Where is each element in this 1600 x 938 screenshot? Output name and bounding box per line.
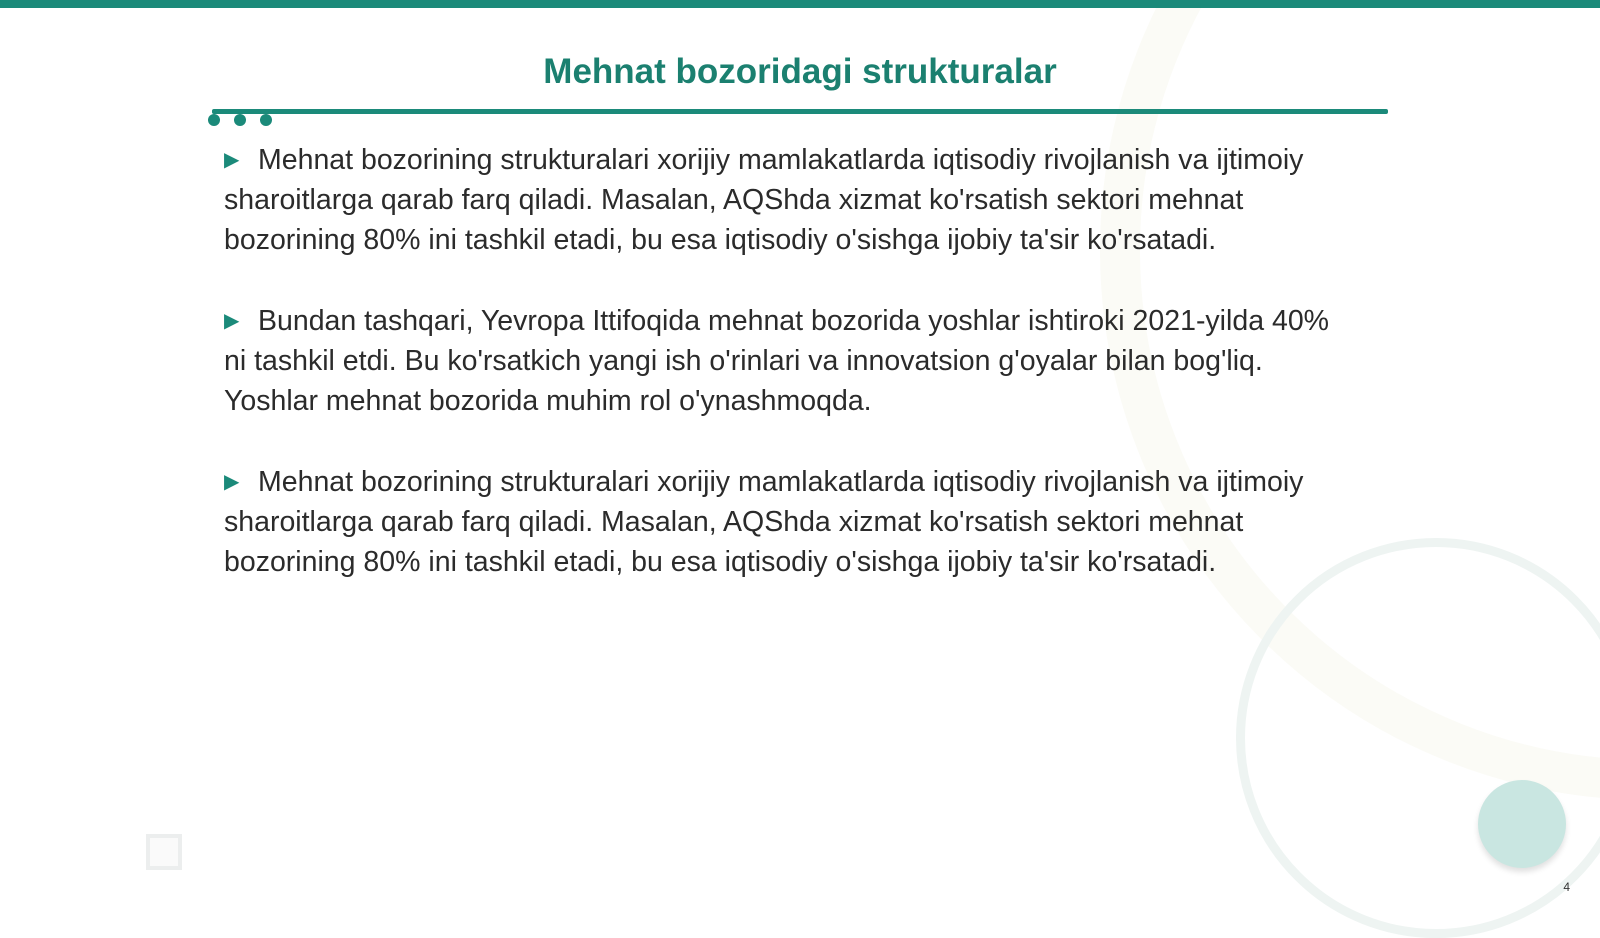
circle-decoration: [1478, 780, 1566, 868]
bullet-text: Bundan tashqari, Yevropa Ittifoqida mehnat bozorida yoshlar ishtiroki 2021-yilda 40% ni tashkil etdi. Bu ko'rsatkich yangi ish o'rinlari va innovatsion g'oyalar bilan bog'liq. Yoshlar mehnat bozorida muhim rol o'ynashmoqda.: [224, 305, 1330, 417]
bullet-item: [224, 140, 1354, 260]
page-number: 4: [1563, 880, 1570, 894]
dot-decoration: [260, 114, 272, 126]
bullet-list: [224, 140, 1354, 623]
bullet-item: [224, 301, 1354, 421]
triangle-right-icon: ▶: [224, 149, 240, 171]
bullet-text: Mehnat bozorining strukturalari xorijiy mamlakatlarda iqtisodiy rivojlanish va ijtimoiy sharoitlarga qarab farq qiladi. Masalan, AQShda xizmat ko'rsatish sektori mehnat bozorining 80% ini tashkil etadi, bu esa iqtisodiy o'sishga ijobiy ta'sir ko'rsatadi.: [224, 466, 1304, 578]
square-decoration: [146, 834, 182, 870]
triangle-right-icon: ▶: [224, 471, 240, 493]
dot-decoration: [208, 114, 220, 126]
slide-title: Mehnat bozoridagi strukturalar: [543, 52, 1057, 91]
top-accent-bar: [0, 0, 1600, 8]
bullet-item: [224, 462, 1354, 582]
title-underline: [212, 109, 1388, 114]
dot-decoration: [234, 114, 246, 126]
triangle-right-icon: ▶: [224, 310, 240, 332]
bullet-text: Mehnat bozorining strukturalari xorijiy mamlakatlarda iqtisodiy rivojlanish va ijtimoiy sharoitlarga qarab farq qiladi. Masalan, AQShda xizmat ko'rsatish sektori mehnat bozorining 80% ini tashkil etadi, bu esa iqtisodiy o'sishga ijobiy ta'sir ko'rsatadi.: [224, 144, 1304, 256]
